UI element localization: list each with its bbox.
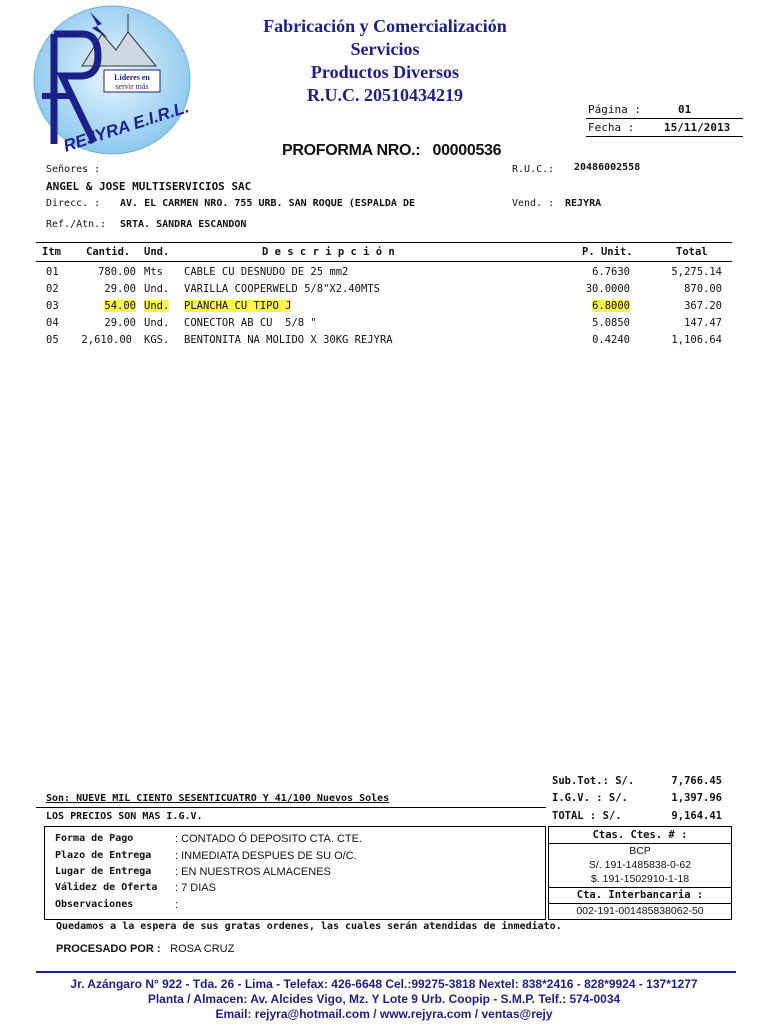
- table-row: [0, 283, 768, 300]
- cell-desc: CABLE CU DESNUDO DE 25 mm2: [184, 266, 349, 278]
- procesado-line: [56, 937, 234, 956]
- cell-total: 367.20: [684, 300, 722, 312]
- interbank-label: Cta. Interbancaria :: [576, 889, 704, 901]
- vend-label: Vend. :: [512, 198, 555, 209]
- page-label: Página :: [588, 103, 641, 116]
- obs-label: Observaciones: [55, 899, 134, 910]
- plazo-label: Plazo de Entrega: [55, 850, 152, 861]
- igv-label: I.G.V. : S/.: [552, 792, 628, 804]
- direcc-label: Direcc. :: [46, 198, 101, 209]
- cell-total: 5,275.14: [671, 266, 722, 278]
- cell-unit: KGS.: [144, 334, 170, 346]
- cell-price: 6.8000: [592, 300, 630, 312]
- table-row: [0, 300, 768, 317]
- procesado-label: PROCESADO POR :: [56, 943, 161, 955]
- meta-divider-2: [586, 136, 743, 137]
- cell-item: 01: [46, 266, 59, 278]
- cell-price: 5.0850: [592, 317, 630, 329]
- ref-value: SRTA. SANDRA ESCANDON: [120, 219, 247, 230]
- logo-motto-line2: servir más: [115, 82, 149, 91]
- cell-desc: VARILLA COOPERWELD 5/8"X2.40MTS: [184, 283, 380, 295]
- interbank-value: 002-191-001485838062-50: [576, 905, 704, 917]
- cell-price: 30.0000: [585, 283, 630, 295]
- forma-value: : CONTADO Ó DEPOSITO CTA. CTE.: [175, 833, 363, 845]
- company-line2: Servicios: [350, 39, 420, 59]
- date-value: 15/11/2013: [664, 121, 731, 134]
- footer-contact: Email: rejyra@hotmail.com / www.rejyra.com / ventas@rejy: [215, 1007, 553, 1021]
- col-header-unit: Und.: [144, 246, 170, 258]
- cell-desc: PLANCHA CU TIPO J: [184, 300, 292, 312]
- company-logo: [32, 4, 194, 160]
- col-header-price: P. Unit.: [582, 246, 633, 258]
- bank-rule-1: [549, 843, 731, 844]
- col-header-total: Total: [676, 246, 708, 258]
- date-label: Fecha :: [588, 121, 635, 134]
- forma-label: Forma de Pago: [55, 833, 134, 844]
- ctas-label: Ctas. Ctes. # :: [592, 829, 688, 841]
- table-row: [0, 334, 768, 351]
- cell-total: 147.47: [684, 317, 722, 329]
- col-header-qty: Cantid.: [86, 246, 131, 258]
- proforma-title: [282, 142, 501, 160]
- total-value: 9,164.41: [671, 810, 722, 822]
- obs-value: :: [175, 899, 179, 911]
- cell-unit: Mts: [144, 266, 163, 278]
- client-ruc-value: 20486002558: [574, 162, 641, 173]
- ref-label: Ref./Atn.:: [46, 219, 107, 230]
- meta-divider-1: [586, 118, 743, 119]
- bank-soles-account: S/. 191-1485838-0-62: [588, 859, 692, 871]
- igv-value: 1,397.96: [671, 792, 722, 804]
- lugar-value: : EN NUESTROS ALMACENES: [175, 866, 331, 878]
- company-line1: Fabricación y Comercialización: [263, 16, 507, 36]
- table-row: [0, 317, 768, 334]
- terms-box: [44, 826, 546, 920]
- proforma-number: 00000536: [432, 142, 502, 159]
- bank-box: [548, 826, 732, 920]
- logo-emblem-icon: [32, 4, 194, 160]
- cell-qty: 29.00: [104, 283, 136, 295]
- table-row: [0, 266, 768, 283]
- cell-price: 6.7630: [592, 266, 630, 278]
- total-label: TOTAL : S/.: [552, 810, 622, 822]
- footer-address: Jr. Azángaro N° 922 - Tda. 26 - Lima - Telefax: 426-6648 Cel.:99275-3818 Nextel: 838*2416 - 828*9924 - 137*1277: [70, 977, 698, 991]
- footer-plant: Planta / Almacen: Av. Alcides Vigo, Mz. Y Lote 9 Urb. Coopip - S.M.P. Telf.: 574-0034: [147, 992, 621, 1006]
- client-name: ANGEL & JOSE MULTISERVICIOS SAC: [46, 180, 252, 193]
- col-header-item: Itm: [42, 246, 61, 258]
- page-value: 01: [678, 103, 692, 116]
- bank-name: BCP: [629, 845, 651, 857]
- cell-unit: Und.: [144, 300, 170, 312]
- cell-item: 05: [46, 334, 59, 346]
- subtotal-label: Sub.Tot.: S/.: [552, 775, 635, 787]
- plazo-value: : INMEDIATA DESPUES DE SU O/C.: [175, 850, 357, 862]
- cell-total: 870.00: [684, 283, 722, 295]
- logo-motto-line1: Líderes en: [114, 73, 150, 82]
- validez-label: Válidez de Oferta: [55, 882, 158, 893]
- igv-note: LOS PRECIOS SON MAS I.G.V.: [46, 811, 203, 822]
- amount-in-words: Son: NUEVE MIL CIENTO SESENTICUATRO Y 41/100 Nuevos Soles: [46, 793, 390, 804]
- cell-unit: Und.: [144, 317, 170, 329]
- cell-desc: BENTONITA NA MOLIDO X 30KG REJYRA: [184, 334, 393, 346]
- proforma-label: PROFORMA NRO.:: [282, 142, 421, 159]
- subtotal-value: 7,766.45: [671, 775, 722, 787]
- cell-qty: 2,610.00: [81, 334, 132, 346]
- cell-qty: 29.00: [104, 317, 136, 329]
- senores-label: Señores :: [46, 164, 101, 175]
- cell-item: 03: [46, 300, 59, 312]
- closing-note: Quedamos a la espera de sus gratas ordenes, las cuales serán atendidas de inmediato.: [56, 921, 562, 932]
- son-rule: [36, 807, 546, 808]
- cell-item: 04: [46, 317, 59, 329]
- client-ruc-label: R.U.C.:: [512, 164, 555, 175]
- direcc-value: AV. EL CARMEN NRO. 755 URB. SAN ROQUE (ESPALDA DE: [120, 198, 416, 209]
- cell-desc: CONECTOR AB CU 5/8 ": [184, 317, 317, 329]
- company-line3: Productos Diversos: [310, 62, 460, 82]
- procesado-value: ROSA CRUZ: [170, 943, 235, 955]
- cell-total: 1,106.64: [671, 334, 722, 346]
- bank-rule-2: [549, 887, 731, 888]
- col-header-desc: D e s c r i p c i ó n: [262, 246, 395, 258]
- table-header-rule: [36, 261, 732, 262]
- table-top-rule: [36, 242, 732, 243]
- validez-value: : 7 DIAS: [175, 882, 216, 894]
- footer-rule: [36, 971, 736, 973]
- company-ruc: R.U.C. 20510434219: [307, 85, 463, 105]
- cell-qty: 780.00: [98, 266, 136, 278]
- vend-value: REJYRA: [565, 198, 602, 209]
- logo-brand-text: REJYRA E.I.R.L.: [61, 97, 192, 156]
- cell-price: 0.4240: [592, 334, 630, 346]
- bank-dollar-account: $. 191-1502910-1-18: [590, 873, 690, 885]
- lugar-label: Lugar de Entrega: [55, 866, 152, 877]
- bank-rule-3: [549, 903, 731, 904]
- cell-item: 02: [46, 283, 59, 295]
- cell-unit: Und.: [144, 283, 170, 295]
- cell-qty: 54.00: [104, 300, 136, 312]
